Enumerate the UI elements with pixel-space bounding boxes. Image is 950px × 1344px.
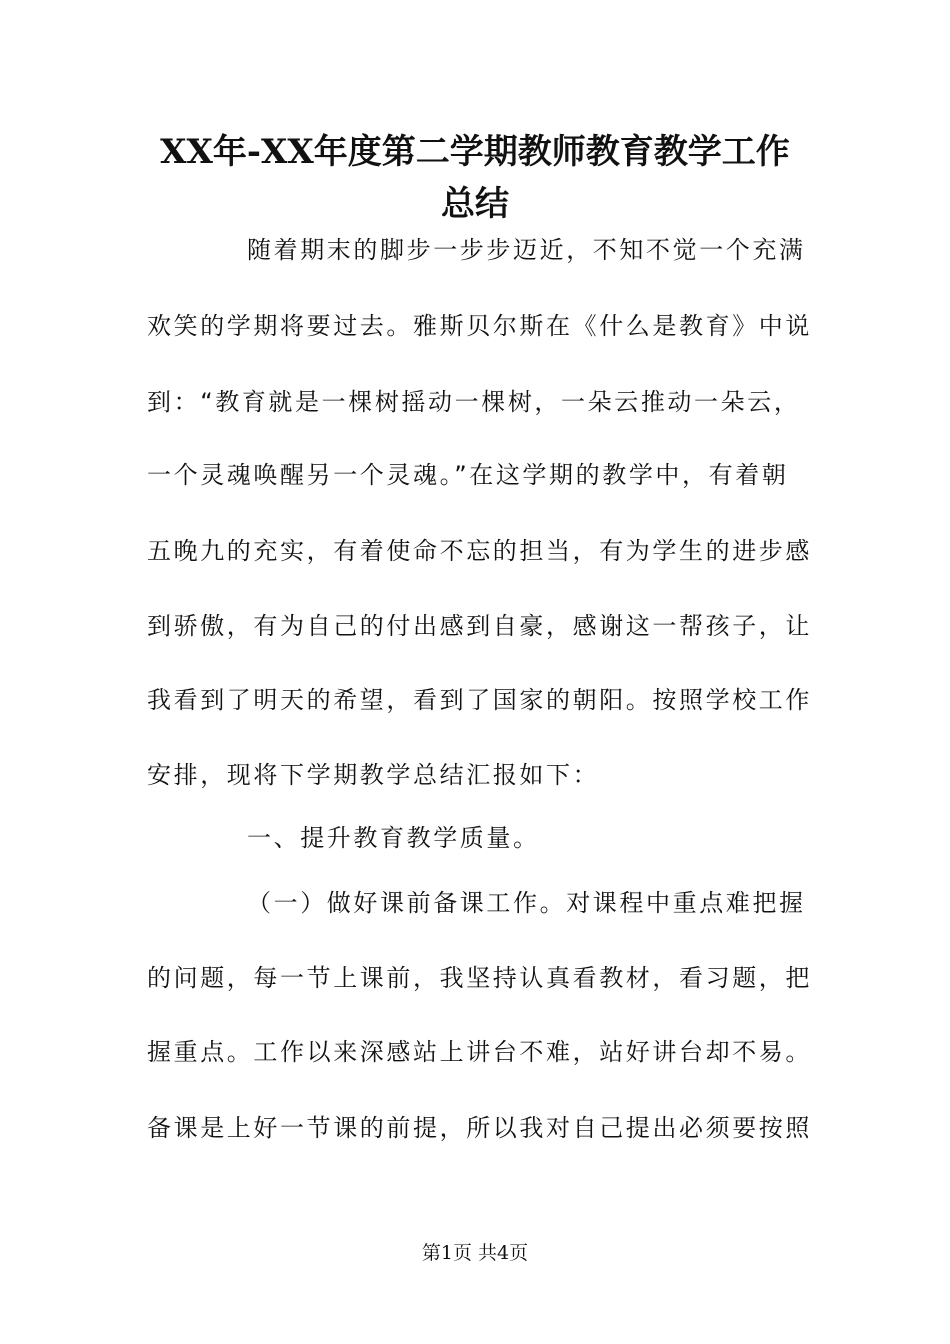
page-footer: 第1页 共4页: [421, 1242, 529, 1264]
document-title-continued: 总结: [441, 184, 509, 224]
paragraph-line: 备课是上好一节课的前提，所以我对自己提出必须要按照: [147, 1114, 812, 1142]
section-heading: 一、提升教育教学质量。: [247, 824, 540, 852]
subsection-heading-line: （一）做好课前备课工作。对课程中重点难把握: [247, 889, 806, 917]
document-title: XX年-XX年度第二学期教师教育教学工作: [160, 132, 790, 172]
paragraph-line: 我看到了明天的希望，看到了国家的朝阳。按照学校工作: [147, 686, 812, 714]
paragraph-line: 到：“教育就是一棵树摇动一棵树，一朵云推动一朵云，: [147, 388, 801, 416]
paragraph-line: 安排，现将下学期教学总结汇报如下：: [147, 761, 600, 789]
paragraph-line: 一个灵魂唤醒另一个灵魂。”在这学期的教学中，有着朝: [147, 461, 789, 489]
paragraph-line: 握重点。工作以来深感站上讲台不难，站好讲台却不易。: [147, 1038, 812, 1066]
paragraph-line: 随着期末的脚步一步步迈近，不知不觉一个充满: [247, 236, 806, 264]
paragraph-line: 到骄傲，有为自己的付出感到自豪，感谢这一帮孩子，让: [147, 612, 812, 640]
paragraph-line: 欢笑的学期将要过去。雅斯贝尔斯在《什么是教育》中说: [147, 312, 812, 340]
paragraph-line: 五晚九的充实，有着使命不忘的担当，有为学生的进步感: [147, 537, 812, 565]
paragraph-line: 的问题，每一节上课前，我坚持认真看教材，看习题，把: [147, 964, 812, 992]
